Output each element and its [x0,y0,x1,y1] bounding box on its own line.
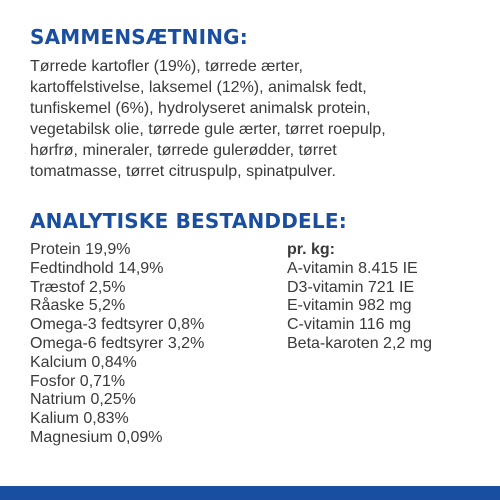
composition-line: Tørrede kartofler (19%), tørrede ærter, [30,58,303,75]
nutrient-item-fat: Fedtindhold 14,9% [30,259,164,277]
nutrient-item-sodium: Natrium 0,25% [30,391,136,409]
bottom-accent-bar [0,486,500,500]
composition-heading: SAMMENSÆTNING: [30,25,248,49]
nutrient-item-magnesium: Magnesium 0,09% [30,428,163,446]
composition-line: vegetabilsk olie, tørrede gule ærter, tørret roepulp, [30,121,386,138]
per-kg-label: pr. kg: [287,241,336,258]
nutrient-item-protein: Protein 19,9% [30,241,131,258]
vitamin-item-e: E-vitamin 982 mg [287,297,412,315]
composition-text [30,56,480,182]
vitamin-item-c: C-vitamin 116 mg [287,316,412,334]
nutrient-item-calcium: Kalcium 0,84% [30,353,137,371]
vitamin-item-a: A-vitamin 8.415 IE [287,259,418,277]
vitamin-list [287,241,432,354]
analysis-heading: ANALYTISKE BESTANDDELE: [30,209,347,233]
nutrient-item-phosphorus: Fosfor 0,71% [30,372,126,390]
vitamin-item-d3: D3-vitamin 721 IE [287,278,415,296]
nutrient-item-ash: Råaske 5,2% [30,297,126,315]
nutrient-item-potassium: Kalium 0,83% [30,410,129,428]
vitamin-item-beta-carotene: Beta-karoten 2,2 mg [287,334,432,352]
nutrient-list [30,241,204,448]
composition-line: kartoffelstivelse, laksemel (12%), animalsk fedt, [30,79,367,96]
nutrient-item-omega6: Omega-6 fedtsyrer 3,2% [30,334,205,352]
nutrient-item-fibre: Træstof 2,5% [30,278,126,296]
nutrient-item-omega3: Omega-3 fedtsyrer 0,8% [30,316,205,334]
composition-line: hørfrø, mineraler, tørrede gulerødder, tørret [30,142,337,159]
composition-line: tunfiskemel (6%), hydrolyseret animalsk protein, [30,100,371,117]
composition-line: tomatmasse, tørret citruspulp, spinatpulver. [30,163,336,180]
